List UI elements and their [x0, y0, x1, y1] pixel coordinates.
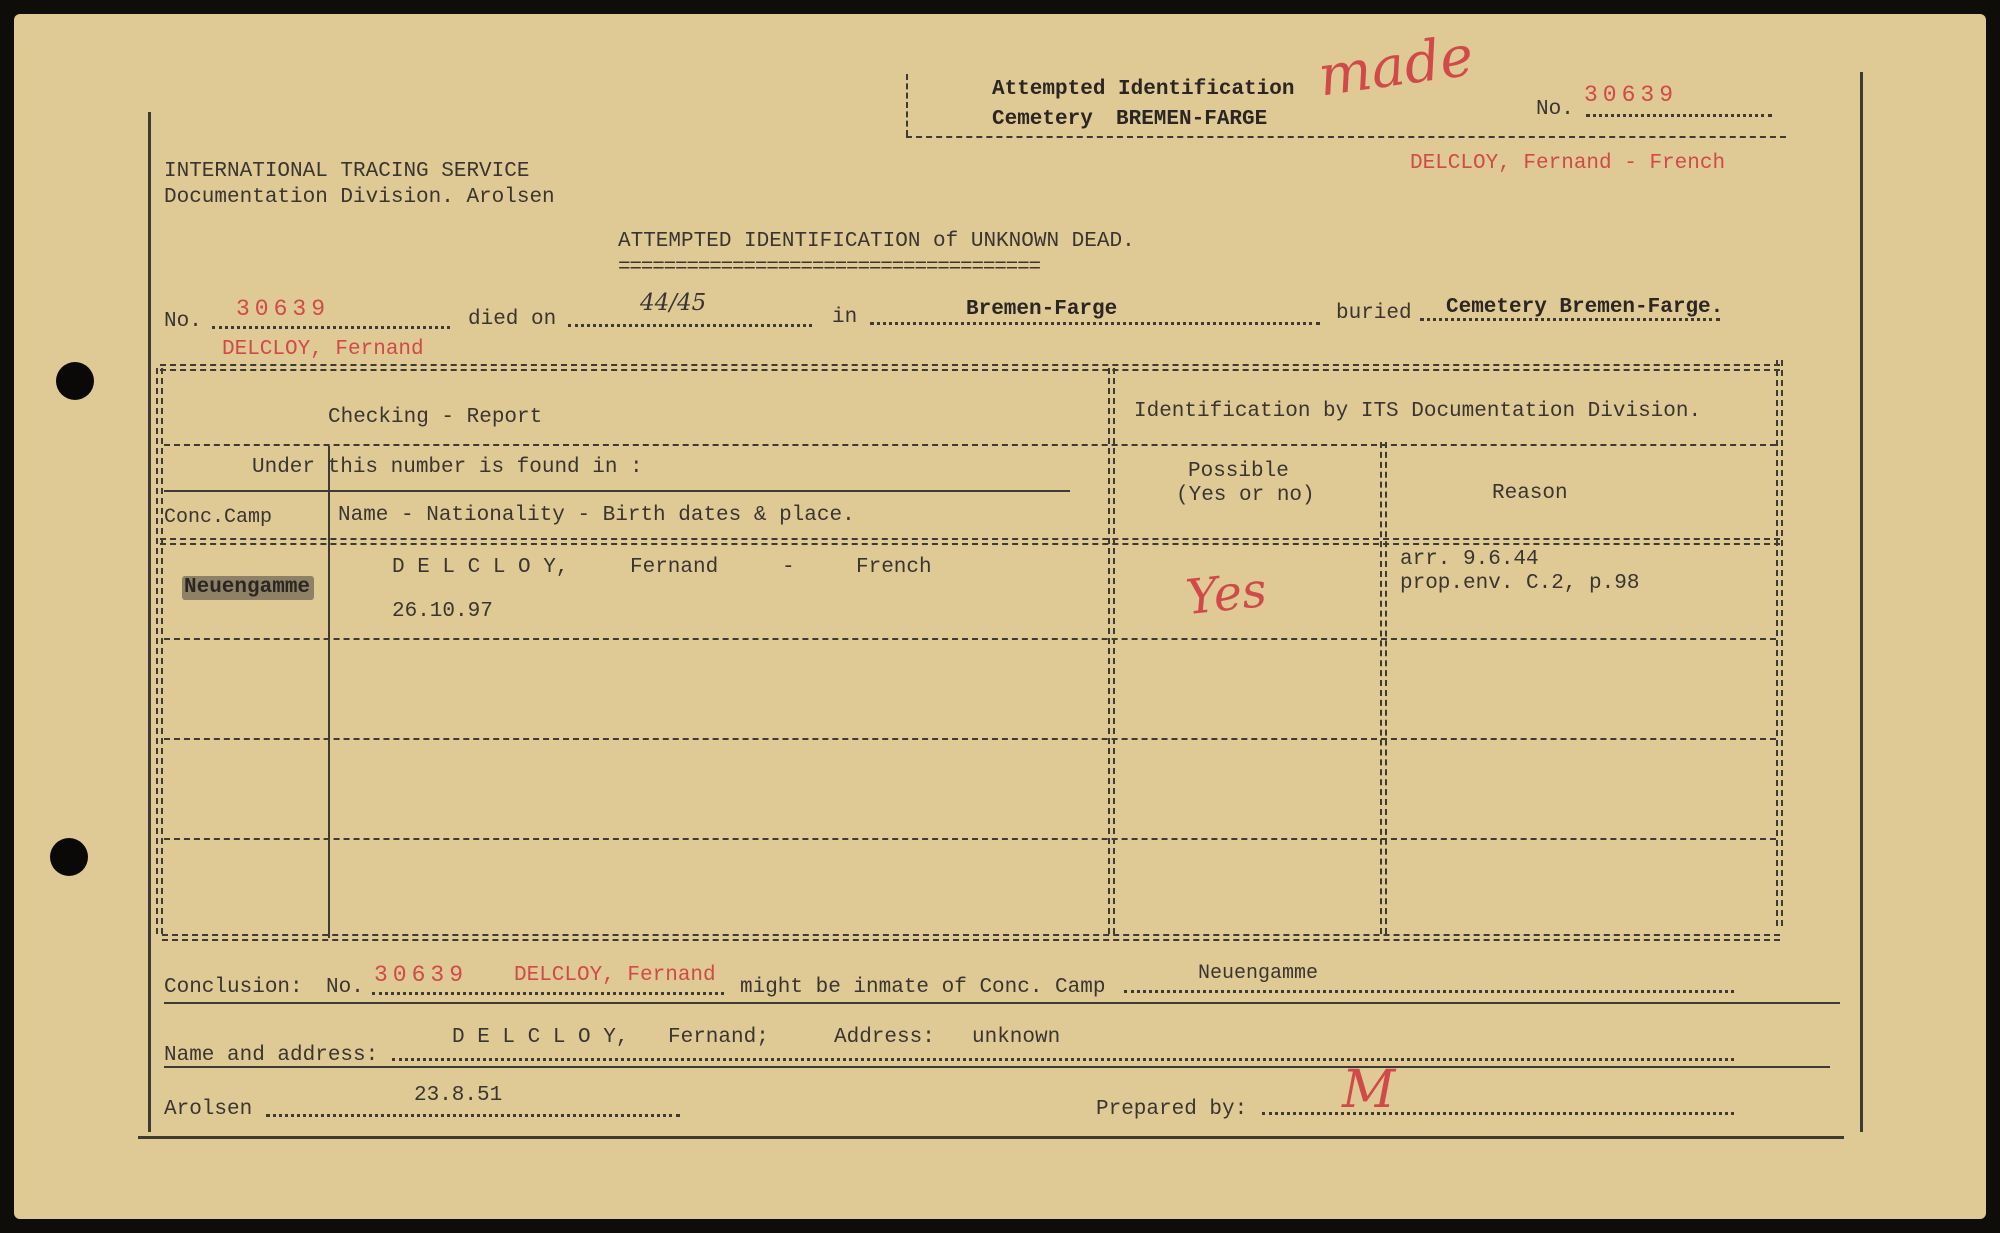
table-divider-camp — [328, 446, 330, 938]
signature: M — [1342, 1060, 1396, 1120]
table-top-rule — [160, 364, 1780, 371]
header-no-label: No. — [1536, 98, 1574, 121]
footer-date-dots — [266, 1114, 680, 1117]
row1-firstname: Fernand — [630, 556, 719, 579]
person-reference: DELCLOY, Fernand - French — [1410, 152, 1726, 175]
header-box-line2-place: BREMEN-FARGE — [1116, 108, 1268, 131]
table-rule-under — [164, 490, 1070, 492]
col-reason-header: Reason — [1492, 482, 1568, 505]
name-address-dots — [392, 1058, 1734, 1061]
row1-reason-1: arr. 9.6.44 — [1400, 548, 1539, 571]
header-box-left — [906, 74, 908, 136]
prepared-by-label: Prepared by: — [1096, 1098, 1248, 1121]
conclusion-no-value: 30639 — [374, 962, 469, 988]
row1-camp: Neuengamme — [184, 576, 311, 599]
punch-hole-bottom — [50, 838, 88, 876]
row1-possible: Yes — [1183, 561, 1270, 627]
row1-nationality: French — [856, 556, 932, 579]
record-no-dots — [212, 326, 450, 329]
page-title: ATTEMPTED IDENTIFICATION of UNKNOWN DEAD. — [618, 230, 1135, 253]
record-no-label: No. — [164, 310, 202, 333]
left-border — [148, 112, 151, 1132]
header-handwritten-note: made — [1314, 23, 1478, 110]
conclusion-might-be: might be inmate of Conc. Camp — [740, 976, 1106, 999]
buried-label: buried — [1336, 302, 1412, 325]
punch-hole-top — [56, 362, 94, 400]
row1-dash: - — [782, 556, 795, 579]
name-address-name: D E L C L O Y, — [452, 1026, 629, 1049]
table-rule-row1 — [164, 638, 1776, 640]
table-bottom-rule — [162, 934, 1780, 941]
header-box-line1: Attempted Identification — [992, 78, 1295, 101]
table-rule-row2 — [164, 738, 1776, 740]
in-value: Bremen-Farge — [966, 298, 1118, 321]
died-dots — [568, 324, 812, 327]
table-left-rule — [156, 368, 163, 934]
table-rule-cols — [160, 538, 1780, 545]
died-value: 44/45 — [640, 290, 707, 316]
footer-date: 23.8.51 — [414, 1084, 503, 1107]
right-border — [1860, 72, 1863, 1132]
address-value: unknown — [972, 1026, 1061, 1049]
header-box-line2-prefix: Cemetery — [992, 108, 1093, 131]
table-divider-possible — [1108, 368, 1115, 934]
prepared-by-dots — [1262, 1112, 1734, 1115]
name-address-label: Name and address: — [164, 1044, 379, 1067]
org-line1: INTERNATIONAL TRACING SERVICE — [164, 160, 530, 183]
header-no-dots — [1586, 114, 1772, 117]
conclusion-name: DELCLOY, Fernand — [514, 964, 716, 987]
record-no-value: 30639 — [236, 296, 331, 322]
in-label: in — [832, 306, 858, 329]
conclusion-no-label: No. — [326, 976, 364, 999]
col-possible-header-2: (Yes or no) — [1176, 484, 1315, 507]
record-name-red: DELCLOY, Fernand — [222, 338, 424, 361]
table-divider-reason — [1380, 442, 1387, 934]
table-right-rule — [1776, 360, 1783, 926]
org-line2: Documentation Division. Arolsen — [164, 186, 555, 209]
conclusion-no-dots — [372, 992, 724, 995]
name-address-first: Fernand; — [668, 1026, 769, 1049]
col-name-header: Name - Nationality - Birth dates & place. — [338, 504, 855, 527]
checking-report-header: Checking - Report — [328, 406, 543, 429]
title-underline: ===================================== — [618, 256, 1040, 279]
bottom-border — [138, 1136, 1844, 1139]
col-camp-header: Conc.Camp — [164, 506, 273, 529]
conclusion-camp-dots — [1124, 990, 1734, 993]
table-rule-row3 — [164, 838, 1776, 840]
col-possible-header-1: Possible — [1188, 460, 1289, 483]
address-label: Address: — [834, 1026, 935, 1049]
row1-reason-2: prop.env. C.2, p.98 — [1400, 572, 1640, 595]
identification-header: Identification by ITS Documentation Division. — [1134, 400, 1702, 423]
in-dots — [870, 322, 1320, 325]
row1-birth: 26.10.97 — [392, 600, 493, 623]
header-no-value: 30639 — [1584, 82, 1679, 108]
conclusion-camp: Neuengamme — [1198, 962, 1319, 985]
died-label: died on — [468, 308, 557, 331]
buried-value: Cemetery Bremen-Farge. — [1446, 296, 1724, 319]
conclusion-rule — [164, 1002, 1840, 1004]
name-address-rule — [164, 1066, 1830, 1068]
footer-place: Arolsen — [164, 1098, 253, 1121]
table-rule-headers — [164, 444, 1776, 446]
row1-surname: D E L C L O Y, — [392, 556, 569, 579]
conclusion-label: Conclusion: — [164, 976, 303, 999]
header-box-bottom — [906, 136, 1786, 138]
under-number-label: Under this number is found in : — [252, 456, 643, 479]
